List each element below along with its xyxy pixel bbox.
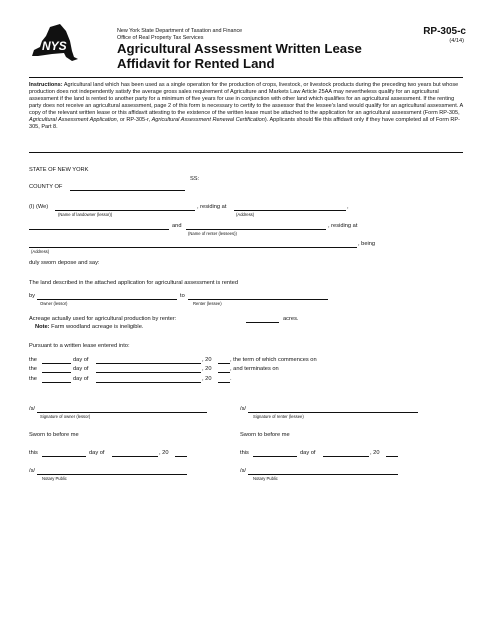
renter-lessee-caption: Renter (lessee) bbox=[193, 301, 222, 306]
commence-day-field[interactable] bbox=[42, 372, 71, 373]
owner-signature-field[interactable] bbox=[37, 412, 207, 413]
svg-text:NYS: NYS bbox=[42, 39, 67, 53]
form-number: RP-305-c bbox=[423, 26, 466, 37]
acreage-field[interactable] bbox=[246, 322, 279, 323]
this-label: this bbox=[29, 450, 38, 456]
year-prefix: , 20 bbox=[202, 366, 212, 372]
owner-sig-caption: Signature of owner (lessor) bbox=[40, 414, 91, 419]
entered-day-field[interactable] bbox=[42, 363, 71, 364]
day-of-label: day of bbox=[73, 357, 89, 363]
term-commences-label: , the term of which commences on bbox=[230, 357, 317, 363]
pursuant-label: Pursuant to a written lease entered into: bbox=[29, 343, 130, 349]
sworn-before-right: Sworn to before me bbox=[240, 432, 290, 438]
notary-signature-left[interactable] bbox=[37, 474, 187, 475]
owner-caption: Owner (lessor) bbox=[40, 301, 68, 306]
state-label: STATE OF NEW YORK bbox=[29, 167, 89, 173]
by-label: by bbox=[29, 293, 36, 299]
owner-sig-prefix: /s/ bbox=[29, 406, 36, 412]
landowner-address-line[interactable] bbox=[29, 229, 169, 230]
notary-sig-prefix-left: /s/ bbox=[29, 468, 36, 474]
and-label: and bbox=[172, 223, 182, 229]
commence-month-field[interactable] bbox=[96, 372, 201, 373]
entered-year-field[interactable] bbox=[218, 363, 230, 364]
being-label: , being bbox=[358, 241, 376, 247]
sworn-year-field-right[interactable] bbox=[386, 456, 398, 457]
comma: , bbox=[347, 204, 349, 210]
notary-sig-prefix-right: /s/ bbox=[240, 468, 247, 474]
form-title: Agricultural Assessment Written Lease Affidavit for Rented Land bbox=[117, 41, 362, 71]
sworn-before-left: Sworn to before me bbox=[29, 432, 79, 438]
year-prefix: , 20 bbox=[202, 357, 212, 363]
notary-caption-left: Notary Public bbox=[42, 476, 67, 481]
sworn-year-field-left[interactable] bbox=[175, 456, 187, 457]
sworn-month-field-right[interactable] bbox=[323, 456, 369, 457]
county-field[interactable] bbox=[70, 190, 185, 191]
landowner-caption: (Name of landowner (lessor)) bbox=[58, 212, 113, 217]
sworn-day-field-right[interactable] bbox=[253, 456, 297, 457]
notary-signature-right[interactable] bbox=[248, 474, 398, 475]
residing-at-label-2: , residing at bbox=[328, 223, 358, 229]
terminate-month-field[interactable] bbox=[96, 382, 201, 383]
terminate-year-field[interactable] bbox=[218, 382, 230, 383]
renter-caption: (Name of renter (lessees)) bbox=[188, 231, 237, 236]
agency-name: New York State Department of Taxation and Finance Office of Real Property Tax Services bbox=[117, 28, 243, 41]
land-described-text: The land described in the attached application for agricultural assessment is rented bbox=[29, 280, 238, 286]
this-label: this bbox=[240, 450, 249, 456]
the-label: the bbox=[29, 376, 37, 382]
renter-sig-prefix: /s/ bbox=[240, 406, 247, 412]
header-rule bbox=[29, 77, 463, 78]
section-rule bbox=[29, 152, 463, 153]
renter-name-field[interactable] bbox=[186, 229, 326, 230]
year-prefix: , 20 bbox=[202, 376, 212, 382]
renter-signature-field[interactable] bbox=[248, 412, 418, 413]
year-prefix: , 20 bbox=[159, 450, 169, 456]
sworn-statement: duly sworn depose and say: bbox=[29, 260, 100, 266]
address-caption-2: (Address) bbox=[31, 249, 50, 254]
residing-at-label: , residing at bbox=[197, 204, 227, 210]
county-label: COUNTY OF bbox=[29, 184, 63, 190]
year-prefix: , 20 bbox=[370, 450, 380, 456]
acres-label: acres. bbox=[283, 316, 299, 322]
the-label: the bbox=[29, 366, 37, 372]
day-of-label: day of bbox=[73, 376, 89, 382]
form-date: (4/14) bbox=[449, 38, 464, 44]
landowner-name-field[interactable] bbox=[55, 210, 195, 211]
ss-label: SS: bbox=[190, 176, 200, 182]
notary-caption-right: Notary Public bbox=[253, 476, 278, 481]
renter-address-field[interactable] bbox=[29, 247, 357, 248]
terminate-day-field[interactable] bbox=[42, 382, 71, 383]
renter-lessee-field[interactable] bbox=[188, 299, 328, 300]
landowner-address-field[interactable] bbox=[234, 210, 346, 211]
the-label: the bbox=[29, 357, 37, 363]
day-of-label: day of bbox=[89, 450, 105, 456]
i-we-label: (I) (We) bbox=[29, 204, 49, 210]
day-of-label: day of bbox=[73, 366, 89, 372]
sworn-day-field-left[interactable] bbox=[42, 456, 86, 457]
terminates-label: , and terminates on bbox=[230, 366, 279, 372]
entered-month-field[interactable] bbox=[96, 363, 201, 364]
acreage-label: Acreage actually used for agricultural production by renter: bbox=[29, 316, 177, 322]
sworn-month-field-left[interactable] bbox=[112, 456, 158, 457]
address-caption: (Address) bbox=[236, 212, 255, 217]
note: Note: Farm woodland acreage is ineligible. bbox=[35, 324, 144, 330]
day-of-label: day of bbox=[300, 450, 316, 456]
renter-sig-caption: Signature of renter (lessee) bbox=[253, 414, 304, 419]
instructions: Instructions: Agricultural land which has been used as a single operation for the production of crops, livestock, or livestock products during the preceding two years but whose production does not independently satisfy the average gross sales requirement of Agriculture and Markets Law Article 25AA may nevertheless qualify for an agricultural assessment if the land is rented to another party for a minimum of five years for use in conjunction with other land which qualifies for an agricultural assessment. If the renting party does not receive an agricultural assessment, page 2 of this form is necessary to certify to the assessor that the lessee's land would qualify for an agricultural assessment. A copy of the relevant written lease or this affidavit attesting to the existence of the written lease must be attached to the application for an agricultural assessment (Form RP-305, Agricultural Assessment Application, or RP-305-r, Agricultural Assessment Renewal Certification). Applicants should file this affidavit only if they have completed all of Form RP-305, Part 8. bbox=[29, 82, 463, 131]
nys-state-map-logo bbox=[30, 23, 80, 69]
period: . bbox=[230, 376, 232, 382]
commence-year-field[interactable] bbox=[218, 372, 230, 373]
owner-lessor-field[interactable] bbox=[37, 299, 177, 300]
to-label: to bbox=[180, 293, 185, 299]
